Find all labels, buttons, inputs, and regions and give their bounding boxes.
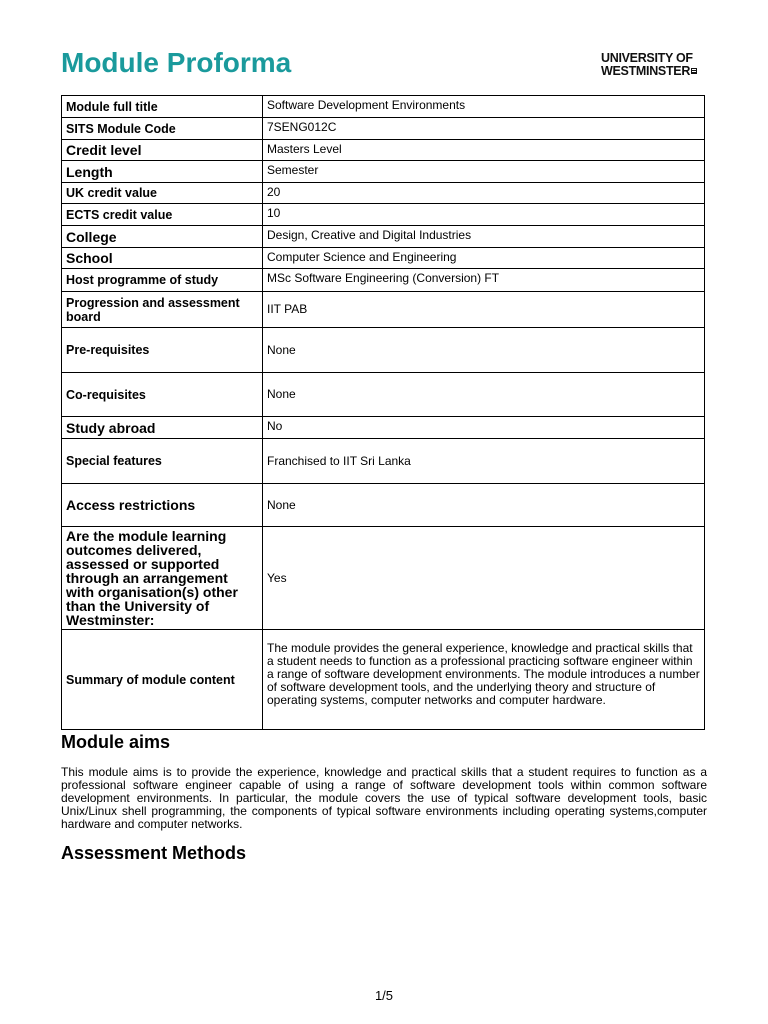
row-value: Computer Science and Engineering <box>263 248 705 269</box>
table-row <box>62 204 705 226</box>
row-label: Module full title <box>62 96 263 118</box>
row-value: None <box>263 373 705 417</box>
row-label: College <box>62 226 263 248</box>
table-row <box>62 183 705 204</box>
row-value: Masters Level <box>263 140 705 161</box>
logo-mark-icon <box>691 68 697 74</box>
row-value: 7SENG012C <box>263 118 705 140</box>
row-value: None <box>263 484 705 527</box>
row-value: Semester <box>263 161 705 183</box>
row-label: Credit level <box>62 140 263 161</box>
table-row <box>62 161 705 183</box>
row-value: Franchised to IIT Sri Lanka <box>263 439 705 484</box>
row-value: Design, Creative and Digital Industries <box>263 226 705 248</box>
logo-line-1: UNIVERSITY OF <box>601 51 693 65</box>
table-row <box>62 292 705 328</box>
row-label: Access restrictions <box>62 484 263 527</box>
assessment-methods-heading: Assessment Methods <box>61 843 247 863</box>
logo-line-2: WESTMINSTER <box>601 63 691 78</box>
page-title: Module Proforma <box>61 47 292 78</box>
module-aims-text: This module aims is to provide the experience, knowledge and practical skills that a student requires to function as a professional software engineer capable of using a range of software development tools within common software development environments. In particular, the module covers the use of typical software development tools, basic Unix/Linux shell programming, the components of typical software environments including operating systems,computer hardware and computer networks. <box>61 765 707 831</box>
row-label: Pre-requisites <box>62 328 263 373</box>
module-info-table <box>61 95 705 730</box>
row-value: 10 <box>263 204 705 226</box>
row-label: UK credit value <box>62 183 263 204</box>
row-label: SITS Module Code <box>62 118 263 140</box>
row-label: Study abroad <box>62 417 263 439</box>
table-row <box>62 630 705 730</box>
row-label: School <box>62 248 263 269</box>
row-value: No <box>263 417 705 439</box>
table-row <box>62 269 705 292</box>
row-label: Are the module learning outcomes delivered, assessed or supported through an arrangement with organisation(s) other than the University of Westminster: <box>62 527 263 630</box>
table-row <box>62 118 705 140</box>
row-label: Summary of module content <box>62 630 263 730</box>
table-row <box>62 439 705 484</box>
module-aims-heading: Module aims <box>61 732 171 752</box>
page-number: 1/5 <box>374 988 394 1003</box>
row-value: None <box>263 328 705 373</box>
table-row <box>62 248 705 269</box>
row-label: Progression and assessment board <box>62 292 263 328</box>
row-value: The module provides the general experience, knowledge and practical skills that a student needs to function as a professional practicing software engineer within a range of software development environments. The module introduces a number of software development tools, and the underlying theory and structure of operating systems, computer networks and computer hardware. <box>263 630 705 730</box>
row-label: Special features <box>62 439 263 484</box>
row-value: Yes <box>263 527 705 630</box>
row-value: IIT PAB <box>263 292 705 328</box>
table-row <box>62 527 705 630</box>
table-row <box>62 373 705 417</box>
row-value: MSc Software Engineering (Conversion) FT <box>263 269 705 292</box>
row-value: Software Development Environments <box>263 96 705 118</box>
table-row <box>62 417 705 439</box>
table-row <box>62 140 705 161</box>
table-row <box>62 96 705 118</box>
row-label: Length <box>62 161 263 183</box>
table-row <box>62 328 705 373</box>
row-value: 20 <box>263 183 705 204</box>
row-label: Host programme of study <box>62 269 263 292</box>
row-label: ECTS credit value <box>62 204 263 226</box>
table-row <box>62 226 705 248</box>
university-logo <box>601 52 697 77</box>
row-label: Co-requisites <box>62 373 263 417</box>
table-row <box>62 484 705 527</box>
